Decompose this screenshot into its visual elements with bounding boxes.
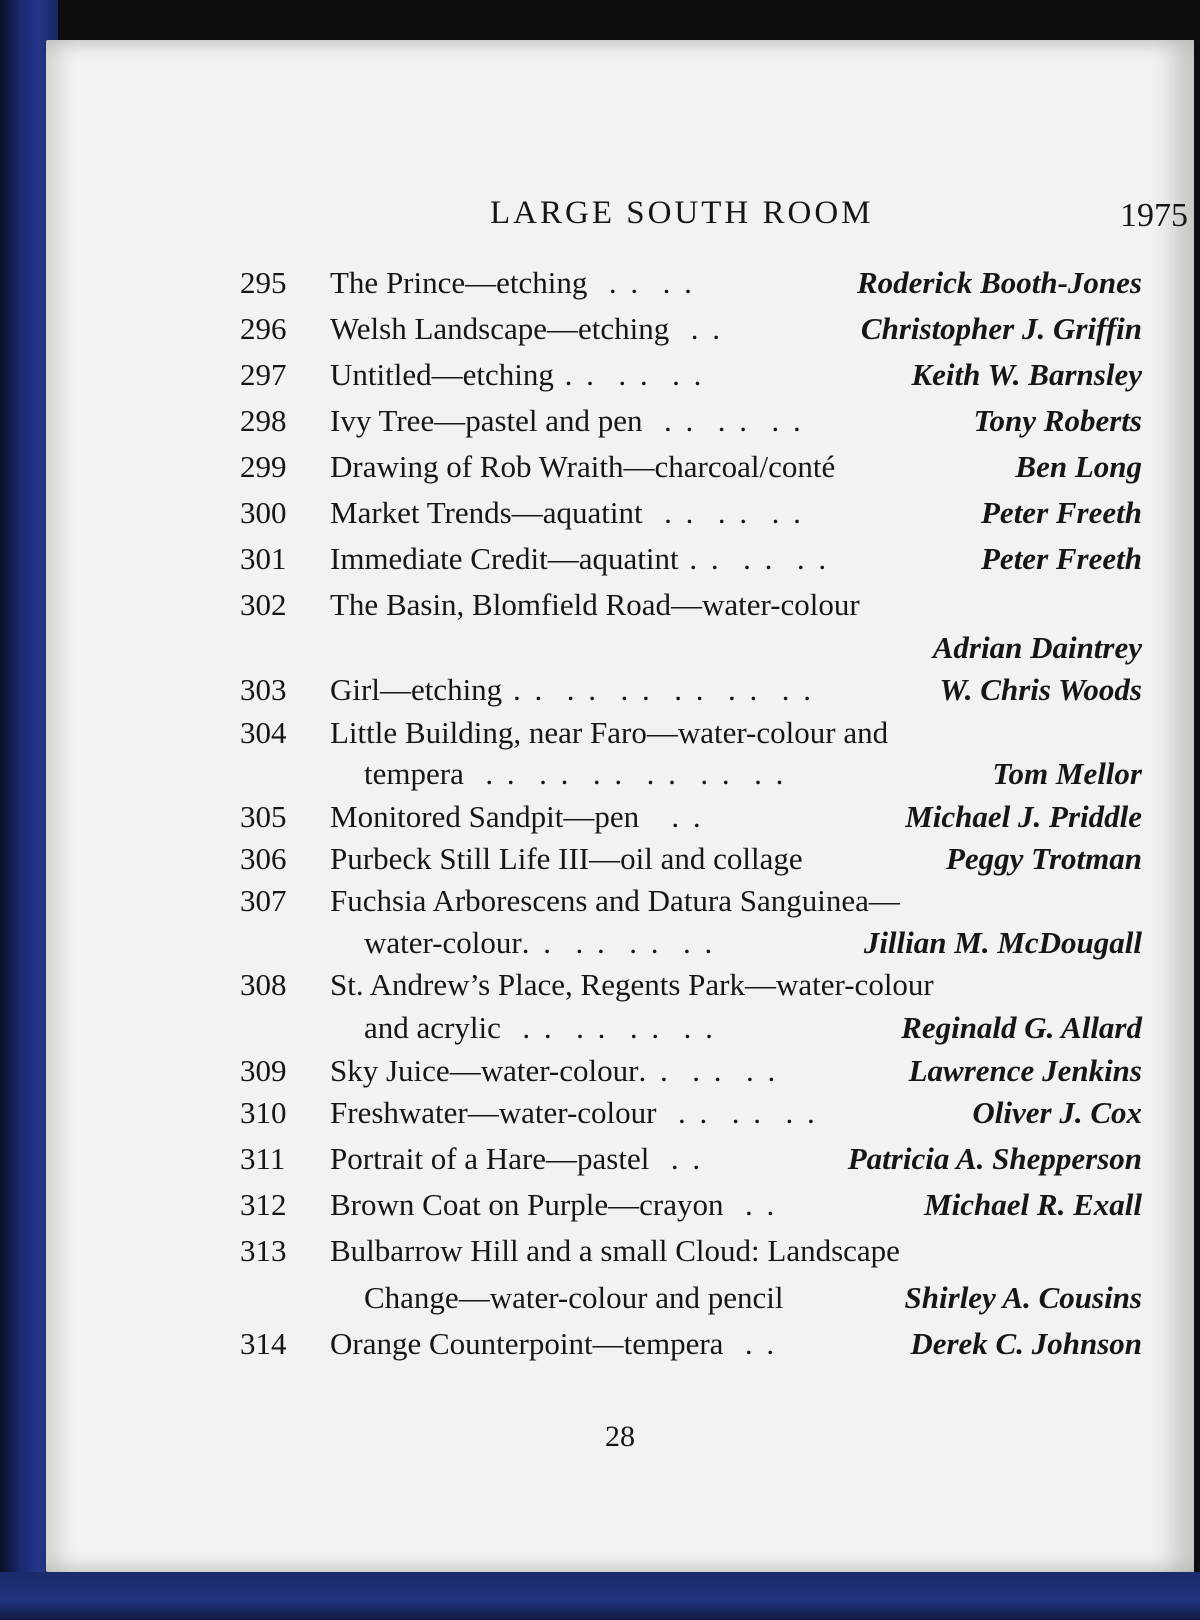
entry-title: Change [364,1280,459,1315]
entry-medium: —water-colour and [646,715,889,750]
entry-medium: —charcoal/conté [623,449,836,484]
entry-text [330,1233,900,1269]
catalogue-entry [46,715,1194,759]
entry-number: 301 [240,541,287,576]
entry-artist: Michael R. Exall [924,1187,1142,1222]
entry-medium: —aquatint [547,541,679,576]
entry-artist: Christopher J. Griffin [860,311,1142,346]
entry-title: Bulbarrow Hill and a small Cloud: Landscape [330,1233,900,1268]
entry-artist: Lawrence Jenkins [908,1053,1142,1088]
entry-medium: water-colour [364,925,522,960]
entry-medium: and acrylic [364,1010,501,1045]
catalogue-entry [46,1280,1194,1324]
leader-dots: . . . . [587,265,695,300]
entry-title: Immediate Credit [330,541,548,576]
entry-medium: —pen [563,799,640,834]
entry-artist: Shirley A. Cousins [904,1280,1142,1315]
entry-artist: Tom Mellor [992,756,1142,791]
entry-text [330,403,804,439]
catalogue-entry [46,1326,1194,1370]
leader-dots: . . . . . . [638,1053,779,1088]
catalogue-entry [46,265,1194,309]
entry-medium: —water-colour and pencil [458,1280,784,1315]
catalogue-entry [46,311,1194,355]
entry-artist: Reginald G. Allard [901,1010,1142,1045]
leader-dots: . . [669,311,723,346]
leader-dots: . . . . . . [553,357,705,392]
entry-medium: —etching [465,265,588,300]
entry-number: 311 [240,1141,286,1176]
section-title: LARGE SOUTH ROOM [490,195,874,231]
entry-title: Welsh Landscape [330,311,547,346]
entry-title: Girl [330,672,380,707]
entry-text [364,1010,716,1046]
entry-text [330,357,704,393]
catalogue-entry [46,449,1194,493]
entry-medium: —etching [547,311,670,346]
catalogue-entry [46,756,1194,800]
entry-artist: Tony Roberts [973,403,1142,438]
catalogue-entry [46,883,1194,927]
catalogue-page [46,40,1194,1572]
catalogue-entry [46,1010,1194,1054]
catalogue-entry [46,841,1194,885]
entry-text [330,265,695,301]
entry-number: 296 [240,311,287,346]
entry-number: 299 [240,449,287,484]
catalogue-entry [46,1053,1194,1097]
entry-artist: Patricia A. Shepperson [847,1141,1142,1176]
entry-medium: —pastel [546,1141,650,1176]
entry-number: 312 [240,1187,287,1222]
entry-text [330,311,723,347]
entry-title: Brown Coat on Purple [330,1187,609,1222]
catalogue-entry [46,967,1194,1011]
entry-text [330,1053,778,1089]
entry-number: 306 [240,841,287,876]
entry-medium: —aquatint [511,495,643,530]
entry-artist: Michael J. Priddle [905,799,1142,834]
entry-artist: Ben Long [1015,449,1142,484]
book-cover-bottom-edge [0,1572,1200,1620]
leader-dots: . . . . . . . . . . . . [463,756,787,791]
entry-text [364,756,786,792]
entry-artist: Adrian Daintrey [932,630,1142,665]
leader-dots: . . [639,799,704,834]
catalogue-entry [46,357,1194,401]
entry-text [330,883,900,919]
entry-medium: — [868,883,900,918]
catalogue-entry [46,630,1194,674]
leader-dots: . . . . . . . . [500,1010,716,1045]
leader-dots: . . . . . . . . . . . . [502,672,814,707]
entry-title: Sky Juice [330,1053,450,1088]
entry-artist: Oliver J. Cox [972,1095,1142,1130]
entry-title: St. Andrew’s Place, Regents Park [330,967,746,1002]
entry-text [364,925,715,961]
entry-number: 295 [240,265,287,300]
entry-number: 302 [240,587,287,622]
entry-artist: Derek C. Johnson [910,1326,1142,1361]
leader-dots: . . [723,1187,778,1222]
entry-number: 314 [240,1326,287,1361]
header-year: 1975 [1120,197,1188,234]
entry-artist: Jillian M. McDougall [863,925,1142,960]
entry-medium: —water-colour [670,587,860,622]
entry-medium: —etching [431,357,554,392]
entry-text [330,715,888,751]
leader-dots: . . . . . . [678,541,830,576]
entry-medium: tempera [364,756,464,791]
entry-text [330,841,803,877]
entry-title: Drawing of Rob Wraith [330,449,624,484]
entry-text [330,672,814,708]
leader-dots: . . . . . . [642,495,804,530]
entry-title: Portrait of a Hare [330,1141,547,1176]
entry-number: 308 [240,967,287,1002]
leader-dots: . . . . . . [642,403,804,438]
entry-text [330,967,934,1003]
entry-text [330,1187,777,1223]
entry-text [330,1095,818,1131]
entry-title: Market Trends [330,495,512,530]
entry-artist: Peggy Trotman [945,841,1142,876]
catalogue-entry [46,925,1194,969]
entry-number: 303 [240,672,287,707]
page-number: 28 [605,1420,635,1453]
entry-artist: Roderick Booth-Jones [856,265,1142,300]
entry-number: 300 [240,495,287,530]
entry-text [330,1141,703,1177]
leader-dots: . . . . . . . . [521,925,716,960]
entry-title: Orange Counterpoint [330,1326,593,1361]
entry-text [330,1326,777,1362]
entry-number: 298 [240,403,287,438]
catalogue-entry [46,1233,1194,1277]
entry-artist: W. Chris Woods [939,672,1142,707]
entry-artist: Peter Freeth [981,495,1142,530]
entry-text [364,1280,783,1316]
catalogue-entry [46,1095,1194,1139]
entry-title: Monitored Sandpit [330,799,564,834]
entry-number: 305 [240,799,287,834]
entry-number: 309 [240,1053,287,1088]
entry-text [330,449,835,485]
entry-number: 297 [240,357,287,392]
running-header [46,195,1194,245]
entry-number: 313 [240,1233,287,1268]
entry-title: The Basin, Blomfield Road [330,587,671,622]
entry-title: Untitled [330,357,432,392]
leader-dots: . . [723,1326,778,1361]
entry-title: The Prince [330,265,466,300]
entry-artist: Keith W. Barnsley [911,357,1142,392]
entry-medium: —pastel and pen [434,403,643,438]
catalogue-entry [46,541,1194,585]
entry-title: Freshwater [330,1095,468,1130]
catalogue-entry [46,672,1194,716]
entry-number: 304 [240,715,287,750]
entry-medium: —tempera [592,1326,724,1361]
entry-artist: Peter Freeth [981,541,1142,576]
entry-title: Purbeck Still Life III [330,841,590,876]
catalogue-entry [46,1141,1194,1185]
entry-number: 310 [240,1095,287,1130]
entry-medium: —water-colour [449,1053,639,1088]
leader-dots: . . [649,1141,704,1176]
entry-medium: —water-colour [745,967,934,1002]
catalogue-entry [46,587,1194,631]
entry-medium: —crayon [608,1187,724,1222]
entry-medium: —water-colour [467,1095,657,1130]
entry-medium: —etching [379,672,503,707]
catalogue-entry [46,1187,1194,1231]
catalogue-entry [46,799,1194,843]
entry-text [330,495,804,531]
entry-number: 307 [240,883,287,918]
entry-text [330,799,704,835]
leader-dots: . . . . . . [656,1095,818,1130]
entry-title: Little Building, near Faro [330,715,647,750]
entry-text [330,587,860,623]
catalogue-entry [46,403,1194,447]
entry-medium: —oil and collage [589,841,803,876]
entry-text [330,541,829,577]
entry-title: Ivy Tree [330,403,435,438]
catalogue-entry [46,495,1194,539]
entry-title: Fuchsia Arborescens and Datura Sanguinea [330,883,869,918]
